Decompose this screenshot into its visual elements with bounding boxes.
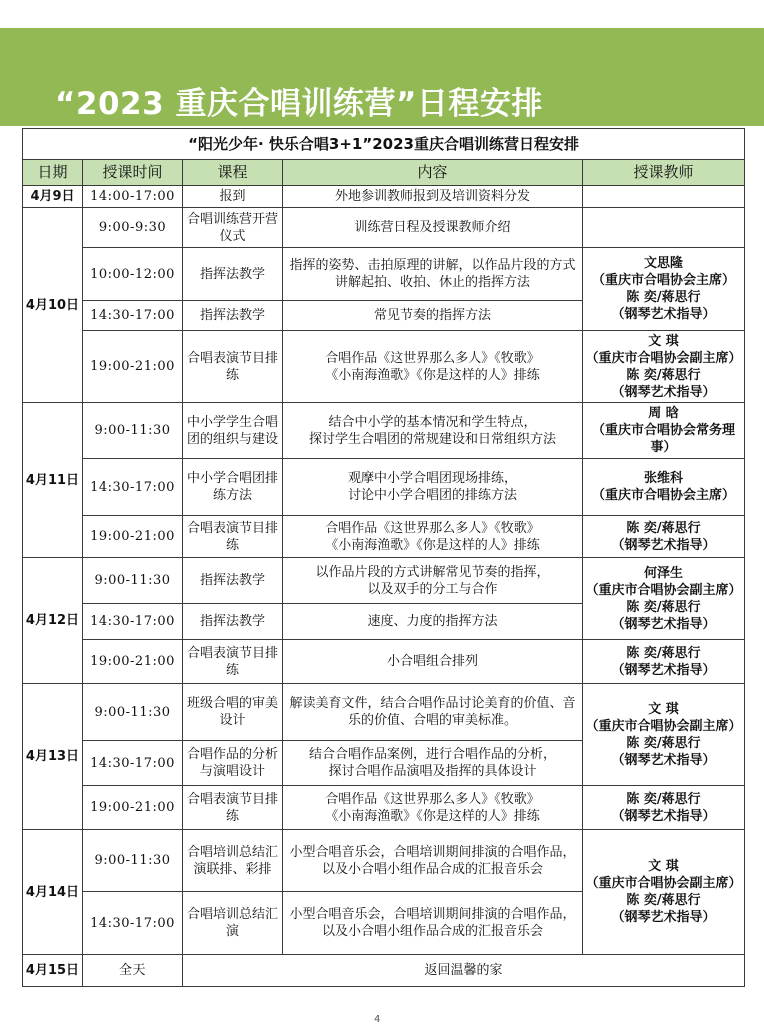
content-cell: 合唱作品《这世界那么多人》《牧歌》 《小南海渔歌》《你是这样的人》排练 (283, 331, 583, 403)
table-title-row (23, 129, 745, 160)
content-cell: 常见节奏的指挥方法 (283, 301, 583, 331)
course-cell: 报到 (183, 186, 283, 208)
content-cell: 外地参训教师报到及培训资料分发 (283, 186, 583, 208)
time-cell: 14:30-17:00 (83, 741, 183, 786)
course-cell: 指挥法教学 (183, 248, 283, 301)
time-cell: 全天 (83, 955, 183, 987)
course-cell: 中小学合唱团排练方法 (183, 459, 283, 516)
content-cell: 结合中小学的基本情况和学生特点， 探讨学生合唱团的常规建设和日常组织方法 (283, 403, 583, 459)
table-header-row (23, 160, 745, 186)
teacher-cell: 张维科 （重庆市合唱协会主席） (583, 459, 745, 516)
teacher-cell (583, 208, 745, 248)
time-cell: 9:00-11:30 (83, 403, 183, 459)
header-time: 授课时间 (83, 160, 183, 186)
table-row (23, 403, 745, 459)
course-cell: 指挥法教学 (183, 301, 283, 331)
content-cell: 小合唱组合排列 (283, 640, 583, 684)
course-cell: 合唱培训总结汇演联排、彩排 (183, 830, 283, 892)
teacher-cell: 文 琪 （重庆市合唱协会副主席） 陈 奕/蒋思行 （钢琴艺术指导） (583, 331, 745, 403)
content-cell: 速度、力度的指挥方法 (283, 604, 583, 640)
time-cell: 19:00-21:00 (83, 640, 183, 684)
teacher-cell: 陈 奕/蒋思行 （钢琴艺术指导） (583, 516, 745, 558)
teacher-cell: 何泽生 （重庆市合唱协会副主席） 陈 奕/蒋思行 （钢琴艺术指导） (583, 558, 745, 640)
content-cell: 观摩中小学合唱团现场排练， 讨论中小学合唱团的排练方法 (283, 459, 583, 516)
header-content: 内容 (283, 160, 583, 186)
page-title: “2023 重庆合唱训练营”日程安排 (55, 86, 543, 122)
course-cell: 合唱训练营开营仪式 (183, 208, 283, 248)
content-cell: 解读美育文件，结合合唱作品讨论美育的价值、音乐的价值、合唱的审美标准。 (283, 684, 583, 741)
table-row (23, 248, 745, 301)
table-row (23, 208, 745, 248)
time-cell: 9:00-11:30 (83, 684, 183, 741)
header-course: 课程 (183, 160, 283, 186)
time-cell: 14:30-17:00 (83, 301, 183, 331)
schedule-table (22, 128, 745, 987)
table-row (23, 830, 745, 892)
course-cell: 合唱作品的分析与演唱设计 (183, 741, 283, 786)
table-row (23, 684, 745, 741)
content-cell: 小型合唱音乐会，合唱培训期间排演的合唱作品， 以及小合唱小组作品合成的汇报音乐会 (283, 892, 583, 955)
header-date: 日期 (23, 160, 83, 186)
table-row (23, 558, 745, 604)
time-cell: 14:30-17:00 (83, 604, 183, 640)
date-cell: 4月12日 (23, 558, 83, 684)
date-cell: 4月11日 (23, 403, 83, 558)
time-cell: 10:00-12:00 (83, 248, 183, 301)
table-row (23, 459, 745, 516)
header-teacher: 授课教师 (583, 160, 745, 186)
table-row (23, 786, 745, 830)
time-cell: 19:00-21:00 (83, 331, 183, 403)
teacher-cell: 文 琪 （重庆市合唱协会副主席） 陈 奕/蒋思行 （钢琴艺术指导） (583, 830, 745, 955)
table-row (23, 516, 745, 558)
date-cell: 4月15日 (23, 955, 83, 987)
date-cell: 4月14日 (23, 830, 83, 955)
course-cell: 合唱培训总结汇演 (183, 892, 283, 955)
teacher-cell: 周 晗 （重庆市合唱协会常务理事） (583, 403, 745, 459)
time-cell: 9:00-9:30 (83, 208, 183, 248)
content-cell: 返回温馨的家 (183, 955, 745, 987)
content-cell: 结合合唱作品案例，进行合唱作品的分析， 探讨合唱作品演唱及指挥的具体设计 (283, 741, 583, 786)
time-cell: 9:00-11:30 (83, 558, 183, 604)
table-row (23, 640, 745, 684)
content-cell: 合唱作品《这世界那么多人》《牧歌》 《小南海渔歌》《你是这样的人》排练 (283, 786, 583, 830)
page-number: 4 (374, 1014, 381, 1025)
course-cell: 合唱表演节目排练 (183, 331, 283, 403)
date-cell: 4月13日 (23, 684, 83, 830)
content-cell: 以作品片段的方式讲解常见节奏的指挥， 以及双手的分工与合作 (283, 558, 583, 604)
content-cell: 训练营日程及授课教师介绍 (283, 208, 583, 248)
course-cell: 中小学学生合唱团的组织与建设 (183, 403, 283, 459)
course-cell: 指挥法教学 (183, 604, 283, 640)
content-cell: 指挥的姿势、击拍原理的讲解，以作品片段的方式讲解起拍、收拍、休止的指挥方法 (283, 248, 583, 301)
time-cell: 19:00-21:00 (83, 786, 183, 830)
table-title: “阳光少年· 快乐合唱3+1”2023重庆合唱训练营日程安排 (23, 129, 745, 160)
content-cell: 小型合唱音乐会，合唱培训期间排演的合唱作品， 以及小合唱小组作品合成的汇报音乐会 (283, 830, 583, 892)
teacher-cell (583, 186, 745, 208)
content-cell: 合唱作品《这世界那么多人》《牧歌》 《小南海渔歌》《你是这样的人》排练 (283, 516, 583, 558)
table-row (23, 186, 745, 208)
teacher-cell: 文 琪 （重庆市合唱协会副主席） 陈 奕/蒋思行 （钢琴艺术指导） (583, 684, 745, 786)
course-cell: 指挥法教学 (183, 558, 283, 604)
date-cell: 4月9日 (23, 186, 83, 208)
course-cell: 合唱表演节目排练 (183, 786, 283, 830)
time-cell: 14:30-17:00 (83, 459, 183, 516)
teacher-cell: 文思隆 （重庆市合唱协会主席） 陈 奕/蒋思行 （钢琴艺术指导） (583, 248, 745, 331)
time-cell: 14:30-17:00 (83, 892, 183, 955)
table-row (23, 955, 745, 987)
course-cell: 合唱表演节目排练 (183, 640, 283, 684)
time-cell: 19:00-21:00 (83, 516, 183, 558)
table-row (23, 331, 745, 403)
course-cell: 合唱表演节目排练 (183, 516, 283, 558)
time-cell: 9:00-11:30 (83, 830, 183, 892)
time-cell: 14:00-17:00 (83, 186, 183, 208)
teacher-cell: 陈 奕/蒋思行 （钢琴艺术指导） (583, 786, 745, 830)
course-cell: 班级合唱的审美设计 (183, 684, 283, 741)
date-cell: 4月10日 (23, 208, 83, 403)
teacher-cell: 陈 奕/蒋思行 （钢琴艺术指导） (583, 640, 745, 684)
